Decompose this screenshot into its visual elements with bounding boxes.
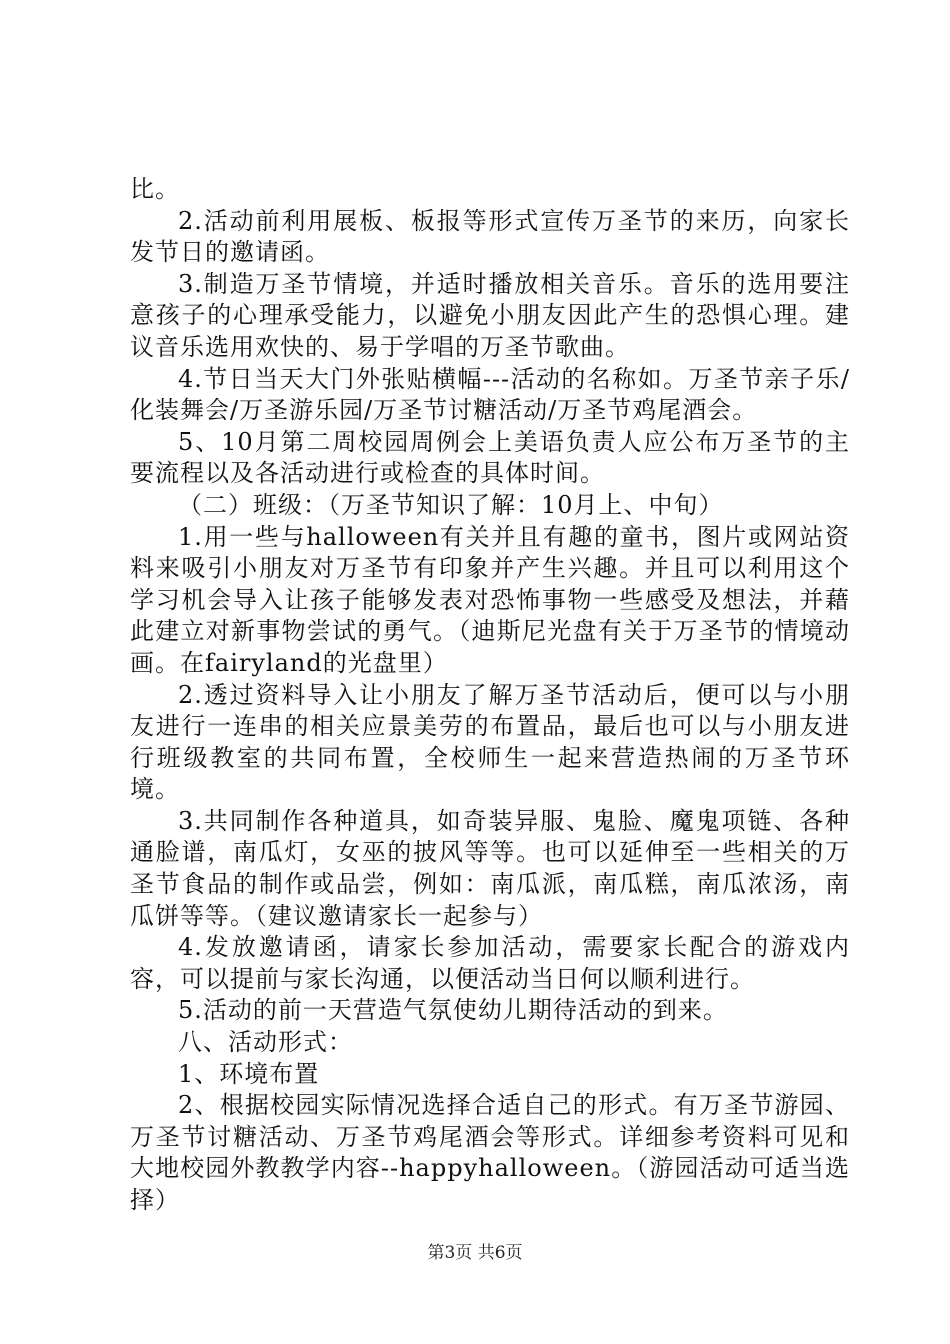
paragraph-10: 5.活动的前一天营造气氛使幼儿期待活动的到来。	[178, 996, 728, 1025]
paragraph-3: 4.节日当天大门外张贴横幅---活动的名称如。万圣节亲子乐/化装舞会/万圣游乐园/万圣节讨糖活动/万圣节鸡尾酒会。	[130, 364, 850, 425]
page-footer: 第3页 共6页	[427, 1243, 523, 1263]
paragraph-0: 比。	[130, 175, 180, 203]
paragraph-8: 3.共同制作各种道具，如奇装异服、鬼脸、魔鬼项链、各种通脸谱，南瓜灯，女巫的披风等等。也可以延伸至一些相关的万圣节食品的制作或品尝，例如：南瓜派，南瓜糕，南瓜浓汤，南瓜饼等等。（建议邀请家长一起参与）	[130, 806, 850, 930]
paragraph-7: 2.透过资料导入让小朋友了解万圣节活动后，便可以与小朋友进行一连串的相关应景美劳的布置品，最后也可以与小朋友进行班级教室的共同布置，全校师生一起来营造热闹的万圣节环境。	[130, 680, 850, 804]
paragraph-13: 2、根据校园实际情况选择合适自己的形式。有万圣节游园、万圣节讨糖活动、万圣节鸡尾酒会等形式。详细参考资料可见和大地校园外教教学内容--happyhalloween。（游园活动可适当选择）	[130, 1091, 850, 1214]
paragraph-4: 5、10月第二周校园周例会上美语负责人应公布万圣节的主要流程以及各活动进行或检查的具体时间。	[130, 427, 850, 488]
paragraph-1: 2.活动前利用展板、板报等形式宣传万圣节的来历，向家长发节日的邀请函。	[130, 206, 850, 267]
paragraph-5: （二）班级：（万圣节知识了解：10月上、中旬）	[178, 490, 724, 519]
paragraph-6: 1.用一些与halloween有关并且有趣的童书，图片或网站资料来吸引小朋友对万圣节有印象并产生兴趣。并且可以利用这个学习机会导入让孩子能够发表对恐怖事物一些感受及想法，并藉此建立对新事物尝试的勇气。（迪斯尼光盘有关于万圣节的情境动画。在fairyland的光盘里）	[130, 522, 850, 677]
paragraph-2: 3.制造万圣节情境，并适时播放相关音乐。音乐的选用要注意孩子的心理承受能力，以避免小朋友因此产生的恐惧心理。建议音乐选用欢快的、易于学唱的万圣节歌曲。	[130, 269, 850, 361]
paragraph-12: 1、环境布置	[178, 1059, 320, 1088]
paragraph-9: 4.发放邀请函，请家长参加活动，需要家长配合的游戏内容，可以提前与家长沟通，以便活动当日何以顺利进行。	[130, 933, 850, 993]
paragraph-11: 八、活动形式：	[178, 1028, 353, 1057]
document-body	[130, 174, 850, 1217]
